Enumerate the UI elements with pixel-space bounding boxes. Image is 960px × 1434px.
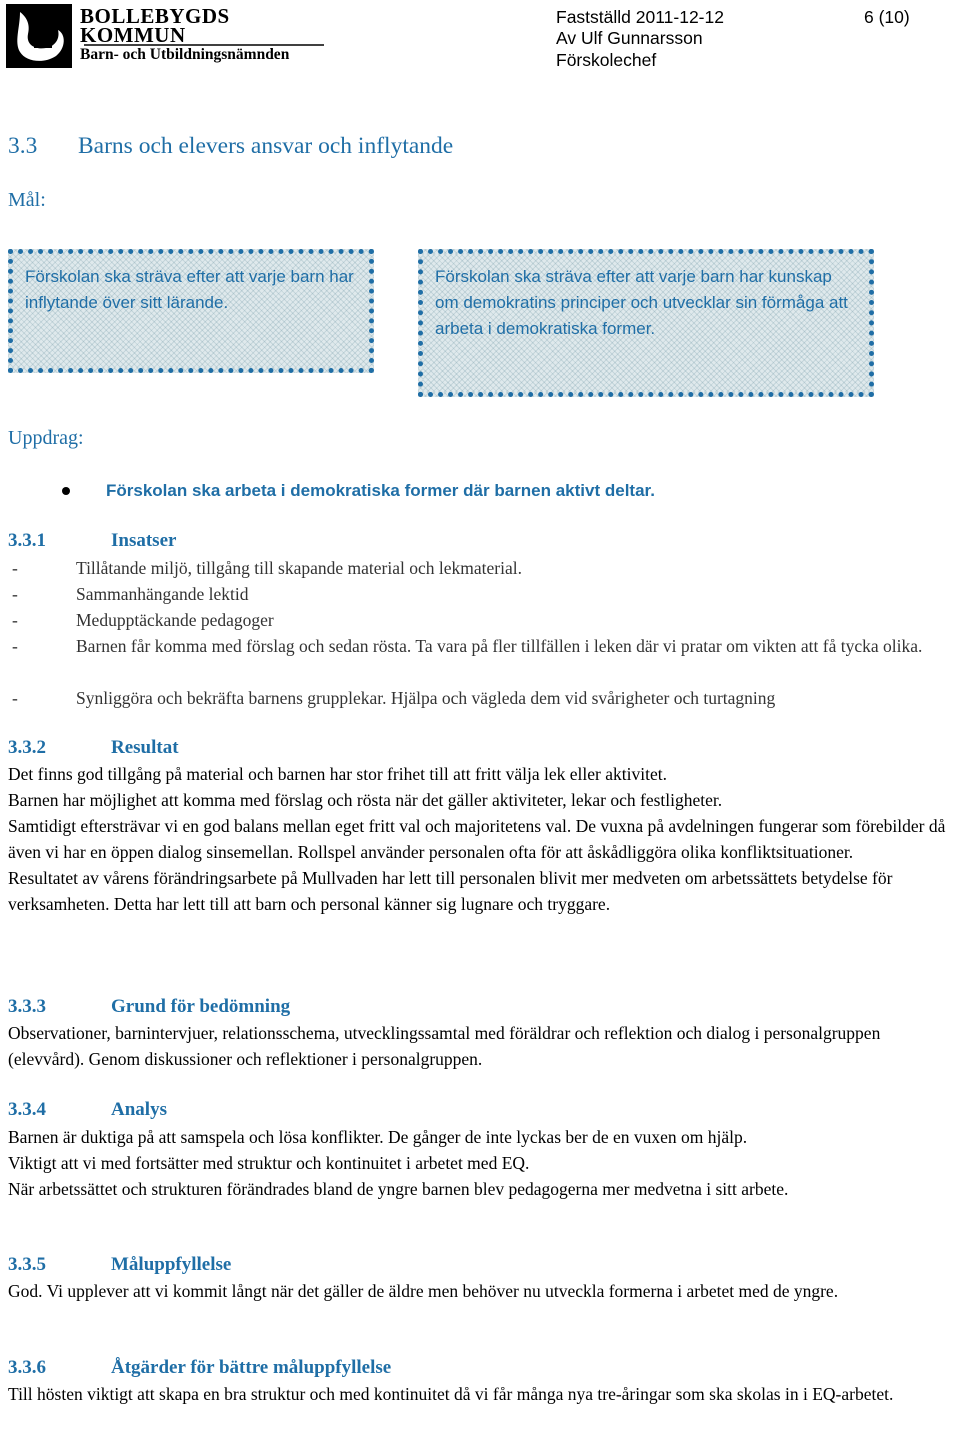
atgarder-text: Till hösten viktigt att skapa en bra struktur och med kontinuitet då vi får många nya tre-åringar som ska skolas in i EQ-arbetet. <box>8 1384 894 1404</box>
dash-icon: - <box>12 558 18 578</box>
org-name-line2: KOMMUN <box>80 23 186 47</box>
maluppfyllelse-number: 3.3.5 <box>8 1254 46 1275</box>
assignment-label: Uppdrag: <box>8 427 84 449</box>
resultat-title: Resultat <box>111 737 179 758</box>
section-number: 3.3 <box>8 133 38 159</box>
goal-box-2 <box>418 249 874 397</box>
insatser-title: Insatser <box>111 530 177 551</box>
dash-icon: - <box>12 610 18 630</box>
grund-text: Observationer, barnintervjuer, relationsschema, utvecklingssamtal med föräldrar och reflektion och dialog i personalgruppen (elevvård). Genom diskussioner och reflektioner i personalgruppen. <box>8 1023 881 1069</box>
insats-item-3: Medupptäckande pedagoger <box>76 610 274 630</box>
insats-item-1: Tillåtande miljö, tillgång till skapande material och lekmaterial. <box>76 558 522 578</box>
goal-label: Mål: <box>8 189 46 211</box>
atgarder-number: 3.3.6 <box>8 1357 46 1378</box>
page-number: 6 (10) <box>864 7 910 27</box>
resultat-number: 3.3.2 <box>8 737 46 758</box>
insats-item-5: Synliggöra och bekräfta barnens grupplekar. Hjälpa och vägleda dem vid svårigheter och turtagning <box>76 688 776 708</box>
insats-item-4: Barnen får komma med förslag och sedan rösta. Ta vara på fler tillfällen i leken där vi pratar om vikten att få tycka olika. <box>76 636 923 656</box>
established-date: Fastställd 2011-12-12 <box>556 7 724 27</box>
bullet-icon <box>62 487 70 495</box>
atgarder-title: Åtgärder för bättre måluppfyllelse <box>111 1357 392 1378</box>
org-name-line1: BOLLEBYGDS <box>80 4 230 28</box>
analys-text: Barnen är duktiga på att samspela och lösa konflikter. De gånger de inte lyckas ber de en vuxen om hjälp. Viktigt att vi med fortsätter med struktur och kontinuitet i arbetet med EQ. När arbetssättet och strukturen förändrades bland de yngre barnen blev pedagogerna mer medvetna i sitt arbete. <box>8 1127 789 1199</box>
section-title: Barns och elevers ansvar och inflytande <box>78 133 454 159</box>
assignment-text: Förskolan ska arbeta i demokratiska former där barnen aktivt deltar. <box>106 481 655 500</box>
dash-icon: - <box>12 688 18 708</box>
maluppfyllelse-text: God. Vi upplever att vi kommit långt när det gäller de äldre men behöver nu utveckla formerna i arbetet med de yngre. <box>8 1281 839 1301</box>
dash-icon: - <box>12 584 18 604</box>
insats-item-2: Sammanhängande lektid <box>76 584 249 604</box>
analys-number: 3.3.4 <box>8 1099 46 1120</box>
maluppfyllelse-title: Måluppfyllelse <box>111 1254 232 1275</box>
insatser-number: 3.3.1 <box>8 530 46 551</box>
grund-title: Grund för bedömning <box>111 996 291 1017</box>
resultat-text: Det finns god tillgång på material och barnen har stor frihet till att fritt välja lek eller aktivitet. Barnen har möjlighet att komma med förslag och rösta när det gäller aktiviteter, lekar och festligheter. Samtidigt eftersträvar vi en god balans mellan eget fritt val och majoritetens val. De vuxna på avdelningen fungerar som förebilder då även vi har en öppen dialog sinsemellan. Rollspel använder personalen ofta för att åskådliggöra olika konfliktsituationer. Resultatet av vårens förändringsarbete på Mullvaden har lett till personalen blivit mer medveten om arbetssättets betydelse för verksamheten. Detta har lett till att barn och personal känner sig lugnare och tryggare. <box>8 764 946 914</box>
org-department: Barn- och Utbildningsnämnden <box>80 46 290 63</box>
analys-title: Analys <box>111 1099 167 1120</box>
dash-icon: - <box>12 636 18 656</box>
author-role: Förskolechef <box>556 50 657 70</box>
grund-number: 3.3.3 <box>8 996 46 1017</box>
author: Av Ulf Gunnarsson <box>556 28 703 48</box>
goal-box-1 <box>8 249 374 373</box>
goal-text-1: Förskolan ska sträva efter att varje barn har inflytande över sitt lärande. <box>25 267 354 312</box>
goal-text-2: Förskolan ska sträva efter att varje barn har kunskap om demokratins principer och utvecklar sin förmåga att arbeta i demokratiska former. <box>435 267 848 338</box>
